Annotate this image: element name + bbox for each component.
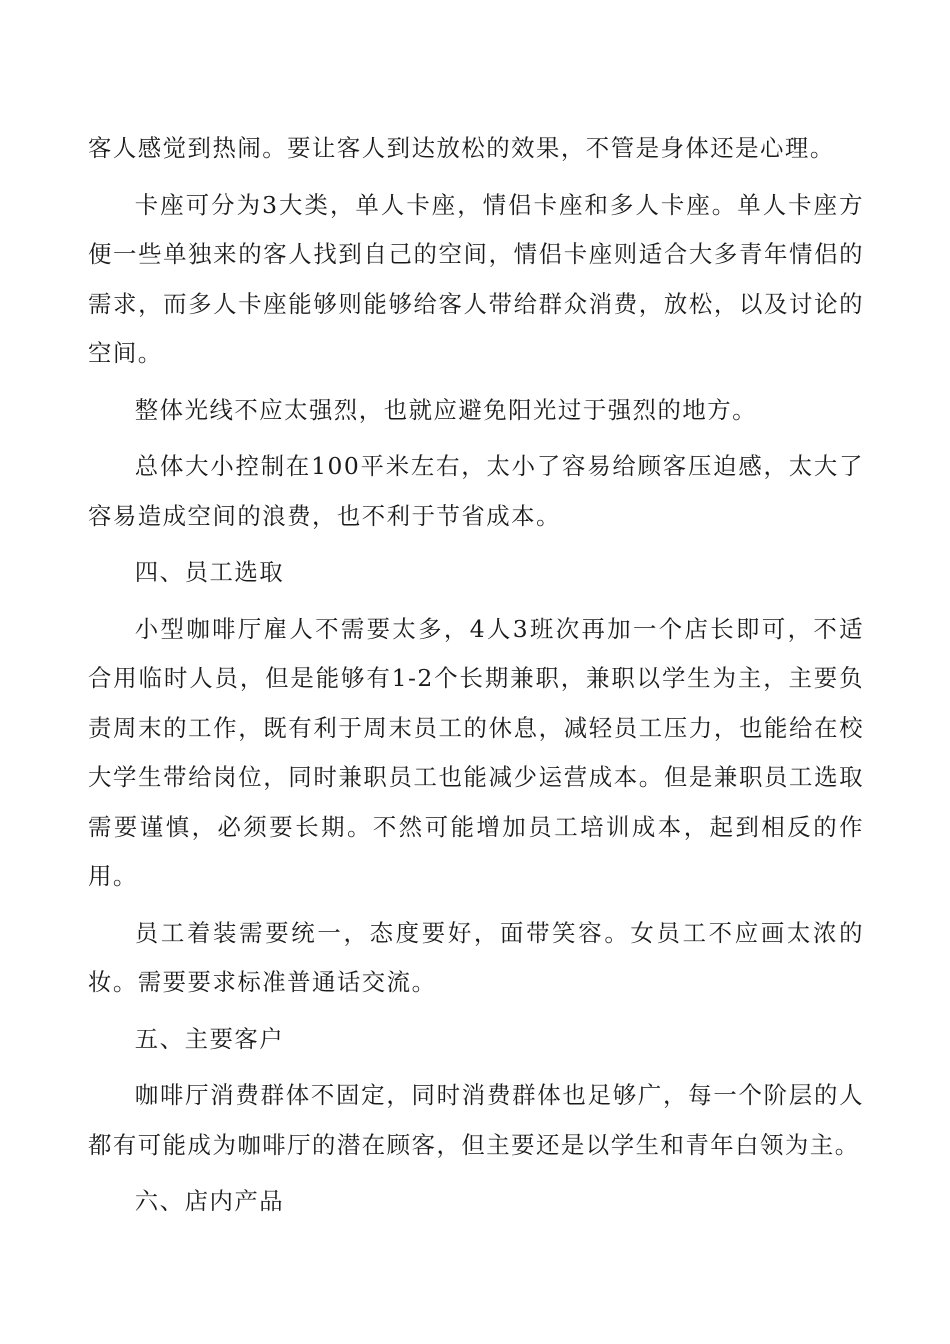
paragraph-dress-code: 员工着装需要统一，态度要好，面带笑容。女员工不应画太浓的妆。需要要求标准普通话交流。 xyxy=(88,918,864,996)
document-page xyxy=(88,124,864,1234)
section-heading-customers: 五、主要客户 xyxy=(134,1024,285,1053)
paragraph-booth-types: 卡座可分为3大类，单人卡座，情侣卡座和多人卡座。单人卡座方便一些单独来的客人找到自己的空间，情侣卡座则适合大多青年情侣的需求，而多人卡座能够则能够给客人带给群众消费，放松，以及讨论的空间。 xyxy=(88,190,864,367)
paragraph-lighting: 整体光线不应太强烈，也就应避免阳光过于强烈的地方。 xyxy=(134,395,758,424)
section-heading-products: 六、店内产品 xyxy=(134,1187,285,1215)
paragraph-customers: 咖啡厅消费群体不固定，同时消费群体也足够广，每一个阶层的人都有可能成为咖啡厅的潜在顾客，但主要还是以学生和青年白领为主。 xyxy=(88,1081,864,1159)
paragraph-staffing: 小型咖啡厅雇人不需要太多，4人3班次再加一个店长即可，不适合用临时人员，但是能够有1-2个长期兼职，兼职以学生为主，主要负责周末的工作，既有利于周末员工的休息，减轻员工压力，也能给在校大学生带给岗位，同时兼职员工也能减少运营成本。但是兼职员工选取需要谨慎，必须要长期。不然可能增加员工培训成本，起到相反的作用。 xyxy=(88,614,864,890)
paragraph-size: 总体大小控制在100平米左右，太小了容易给顾客压迫感，太大了容易造成空间的浪费，也不利于节省成本。 xyxy=(88,452,864,530)
section-heading-staff: 四、员工选取 xyxy=(134,558,285,586)
paragraph-continuation: 客人感觉到热闹。要让客人到达放松的效果，不管是身体还是心理。 xyxy=(88,134,835,162)
